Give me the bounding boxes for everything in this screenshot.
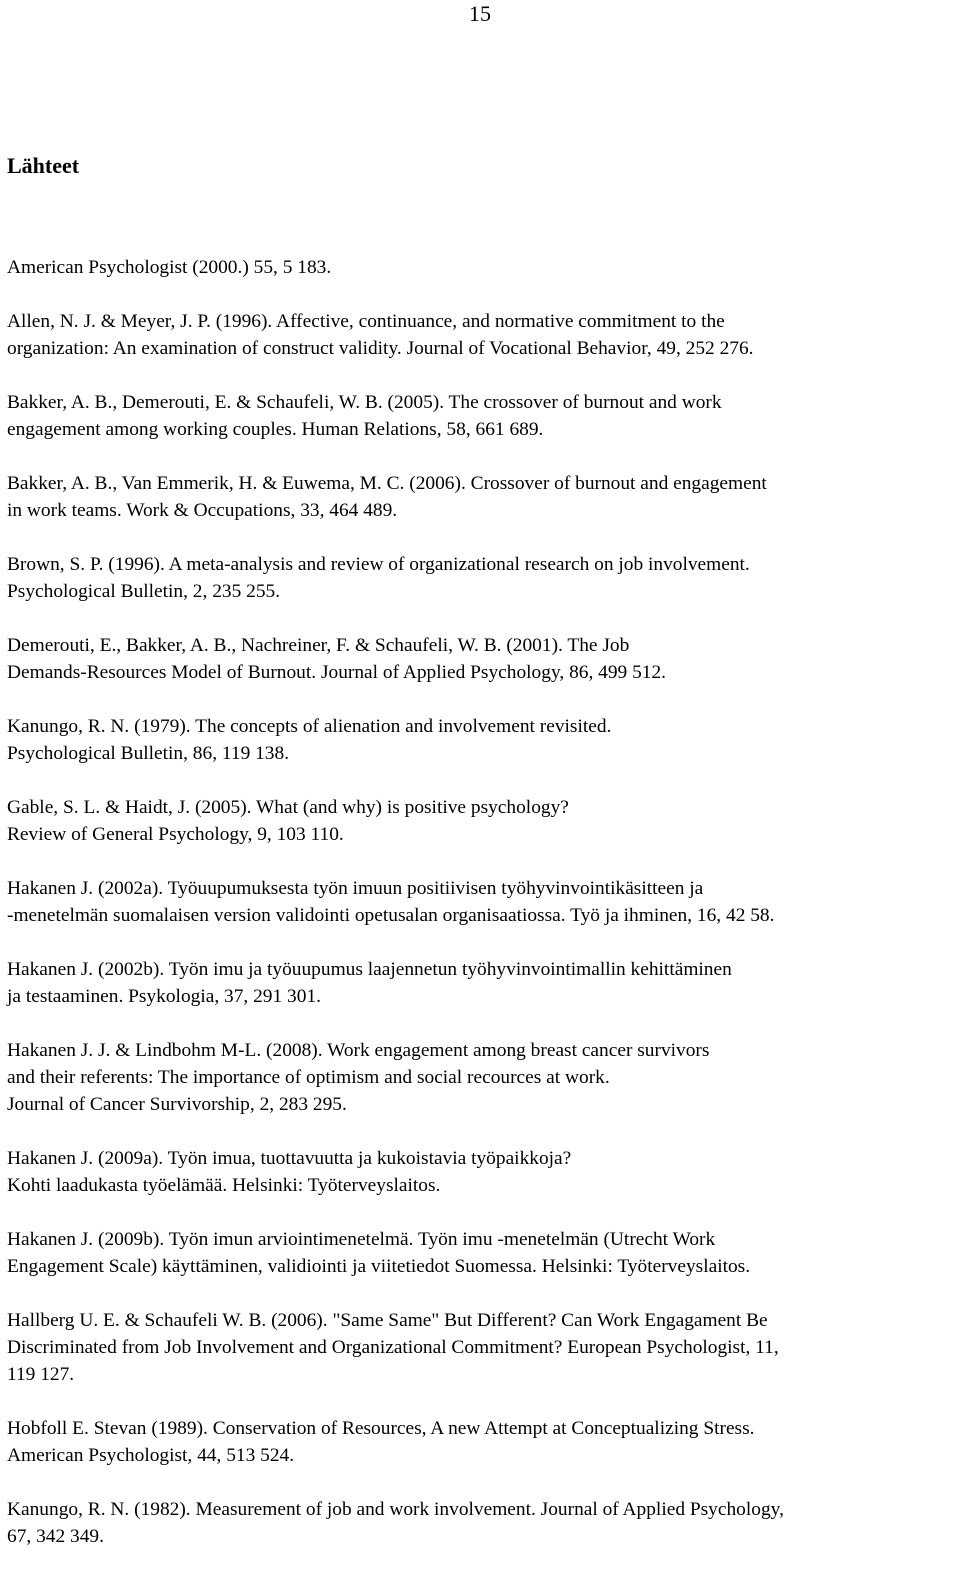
reference-line: Hakanen J. (2009a). Työn imua, tuottavuutta ja kukoistavia työpaikkoja? [7, 1148, 572, 1169]
reference-entry [7, 1415, 957, 1469]
reference-line: 119 127. [7, 1364, 75, 1385]
reference-line: in work teams. Work & Occupations, 33, 464 489. [7, 500, 398, 521]
reference-line: Kanungo, R. N. (1979). The concepts of alienation and involvement revisited. [7, 716, 612, 737]
reference-line: Demands-Resources Model of Burnout. Journal of Applied Psychology, 86, 499 512. [7, 662, 667, 683]
reference-entry [7, 470, 957, 524]
reference-line: Gable, S. L. & Haidt, J. (2005). What (and why) is positive psychology? [7, 797, 569, 818]
reference-line: Hakanen J. J. & Lindbohm M-L. (2008). Work engagement among breast cancer survivors [7, 1040, 710, 1061]
reference-entry [7, 713, 957, 767]
reference-line: Kohti laadukasta työelämää. Helsinki: Työterveyslaitos. [7, 1175, 441, 1196]
reference-entry [7, 1145, 957, 1199]
reference-line: Hobfoll E. Stevan (1989). Conservation of Resources, A new Attempt at Conceptualizing Stress. [7, 1418, 755, 1439]
reference-entry [7, 389, 957, 443]
reference-line: Brown, S. P. (1996). A meta-analysis and review of organizational research on job involvement. [7, 554, 750, 575]
reference-line: ja testaaminen. Psykologia, 37, 291 301. [7, 986, 321, 1007]
reference-entry [7, 794, 957, 848]
reference-entry [7, 254, 957, 281]
section-heading: Lähteet [7, 153, 80, 178]
reference-line: and their referents: The importance of optimism and social recources at work. [7, 1067, 610, 1088]
reference-line: Bakker, A. B., Demerouti, E. & Schaufeli, W. B. (2005). The crossover of burnout and work [7, 392, 722, 413]
reference-entry [7, 875, 957, 929]
reference-entry [7, 551, 957, 605]
reference-entry [7, 632, 957, 686]
reference-line: Hallberg U. E. & Schaufeli W. B. (2006). "Same Same" But Different? Can Work Engagament Be [7, 1310, 768, 1331]
reference-entry [7, 1226, 957, 1280]
reference-line: Psychological Bulletin, 86, 119 138. [7, 743, 290, 764]
reference-line: Demerouti, E., Bakker, A. B., Nachreiner, F. & Schaufeli, W. B. (2001). The Job [7, 635, 630, 656]
reference-line: Discriminated from Job Involvement and Organizational Commitment? European Psychologist, 11, [7, 1337, 779, 1358]
page-number: 15 [469, 1, 491, 26]
reference-line: Psychological Bulletin, 2, 235 255. [7, 581, 281, 602]
reference-line: Kanungo, R. N. (1982). Measurement of job and work involvement. Journal of Applied Psychology, [7, 1499, 784, 1520]
reference-entry [7, 308, 957, 362]
reference-line: engagement among working couples. Human Relations, 58, 661 689. [7, 419, 544, 440]
reference-entry [7, 956, 957, 1010]
reference-line: -menetelmän suomalaisen version validointi opetusalan organisaatiossa. Työ ja ihminen, 16, 42 58. [7, 905, 775, 926]
reference-line: Bakker, A. B., Van Emmerik, H. & Euwema, M. C. (2006). Crossover of burnout and engagement [7, 473, 767, 494]
reference-line: Journal of Cancer Survivorship, 2, 283 295. [7, 1094, 347, 1115]
reference-line: Hakanen J. (2009b). Työn imun arviointimenetelmä. Työn imu -menetelmän (Utrecht Work [7, 1229, 716, 1250]
reference-line: Hakanen J. (2002a). Työuupumuksesta työn imuun positiivisen työhyvinvointikäsitteen ja [7, 878, 704, 899]
reference-list [7, 254, 957, 1577]
reference-line: American Psychologist, 44, 513 524. [7, 1445, 295, 1466]
reference-entry [7, 1037, 957, 1118]
reference-line: Engagement Scale) käyttäminen, validiointi ja viitetiedot Suomessa. Helsinki: Työterveyslaitos. [7, 1256, 751, 1277]
reference-line: 67, 342 349. [7, 1526, 104, 1547]
reference-line: Hakanen J. (2002b). Työn imu ja työuupumus laajennetun työhyvinvointimallin kehittäminen [7, 959, 732, 980]
reference-entry [7, 1496, 957, 1550]
reference-entry [7, 1307, 957, 1388]
reference-line: Review of General Psychology, 9, 103 110. [7, 824, 344, 845]
reference-line: Allen, N. J. & Meyer, J. P. (1996). Affective, continuance, and normative commitment to the [7, 311, 725, 332]
reference-line: American Psychologist (2000.) 55, 5 183. [7, 257, 332, 278]
reference-line: organization: An examination of construct validity. Journal of Vocational Behavior, 49, 252 276. [7, 338, 754, 359]
